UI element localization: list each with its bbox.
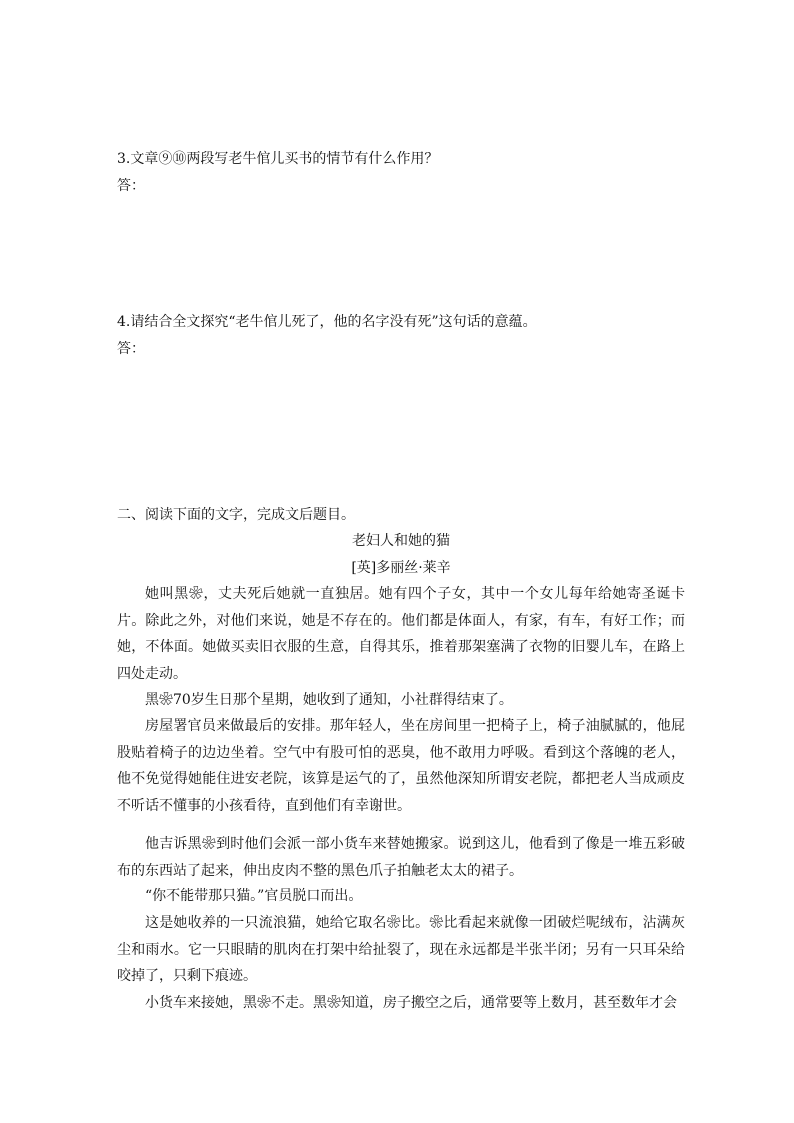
article-paragraph-5: “你不能带那只猫。”官员脱口而出。 xyxy=(145,888,363,904)
article-paragraph-1: 她叫黑❀，丈夫死后她就一直独居。她有四个子女，其中一个女儿每年给她寄圣诞卡片。除此之外，对他们来说，她是不存在的。他们都是体面人，有家，有车，有好工作；而她，不体面。她做买卖旧衣服的生意，自得其乐，推着那架塞满了衣物的旧婴儿车，在路上四处走动。 xyxy=(117,586,685,682)
article-author: [英]多丽丝·莱辛 xyxy=(351,560,451,576)
question-3-answer-label: 答： xyxy=(117,178,145,194)
question-4-answer-label: 答： xyxy=(117,341,145,357)
section-heading: 二、阅读下面的文字，完成文后题目。 xyxy=(117,507,355,523)
article-paragraph-6: 这是她收养的一只流浪猫，她给它取名❀比。❀比看起来就像一团破烂呢绒布，沾满灰尘和雨水。它一只眼睛的肌肉在打架中给扯裂了，现在永远都是半张半闭；另有一只耳朵给咬掉了，只剩下痕迹。 xyxy=(117,915,685,984)
article-paragraph-4: 他吉诉黑❀到时他们会派一部小货车来替她搬家。说到这儿，他看到了像是一堆五彩破布的东西站了起来，伸出皮肉不整的黑色爪子拍触老太太的裙子。 xyxy=(117,836,685,879)
question-3-prompt: 3.文章⑨⑩两段写老牛倌儿买书的情节有什么作用？ xyxy=(117,151,439,167)
question-4-prompt: 4.请结合全文探究“老牛倌儿死了，他的名字没有死”这句话的意蕴。 xyxy=(117,314,537,330)
article-paragraph-7: 小货车来接她，黑❀不走。黑❀知道，房子搬空之后，通常要等上数月，甚至数年才会 xyxy=(145,995,677,1011)
article-title: 老妇人和她的猫 xyxy=(352,533,450,549)
article-paragraph-3: 房屋署官员来做最后的安排。那年轻人，坐在房间里一把椅子上，椅子油腻腻的，他屁股贴着椅子的边边坐着。空气中有股可怕的恶臭，他不敢用力呼吸。看到这个落魄的老人，他不免觉得她能住进安老院，该算是运气的了，虽然他深知所谓安老院，都把老人当成顽皮不听话不懂事的小孩看待，直到他们有幸谢世。 xyxy=(117,718,685,814)
article-paragraph-2: 黑❀70岁生日那个星期，她收到了通知，小社群得结束了。 xyxy=(145,692,513,708)
